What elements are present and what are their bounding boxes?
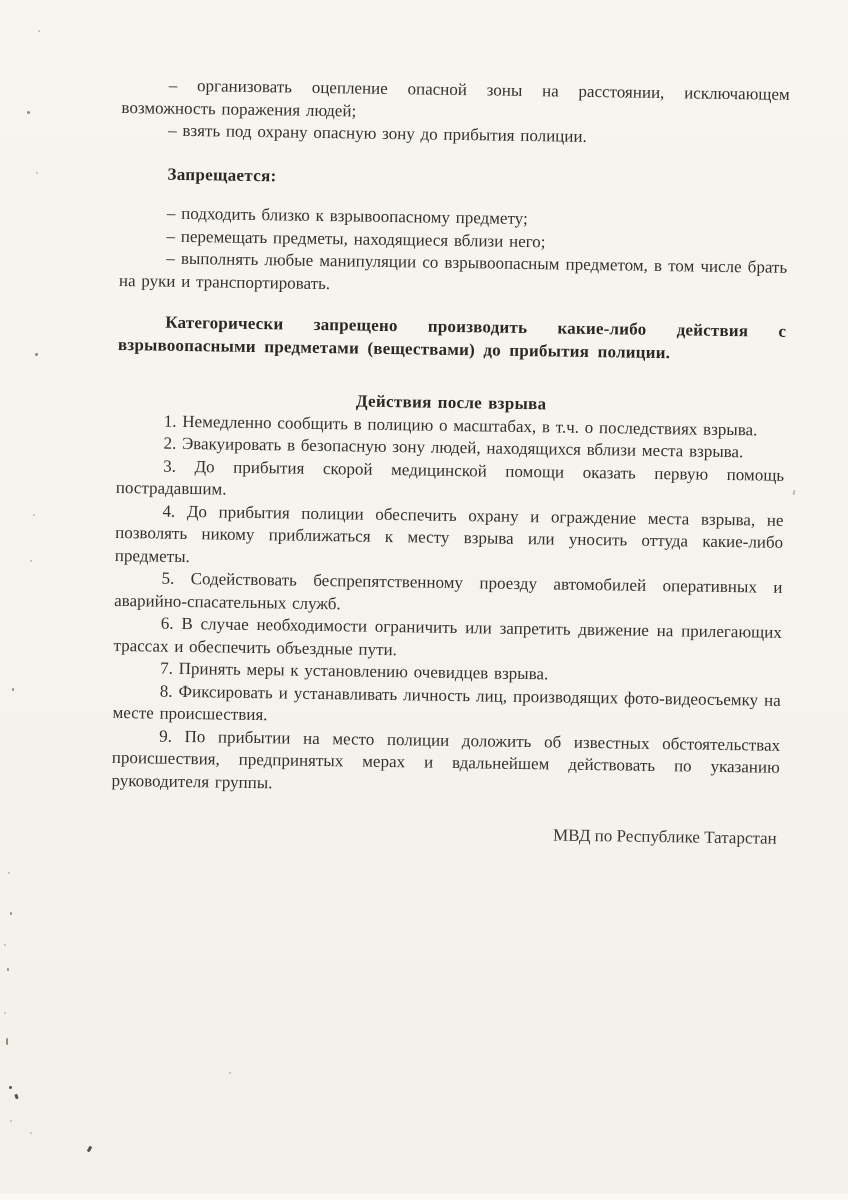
list-item: 4. До прибытия полиции обеспечить охрану и ограждение места взрыва, не позволять никому приближаться к месту взрыва или уносить оттуда какие-либо предметы. xyxy=(114,501,784,566)
prohibited-list xyxy=(119,202,788,302)
list-item: – выполнять любые манипуляции со взрывоопасным предметом, в том числе брать на руки и транспортировать. xyxy=(118,248,788,293)
scan-speck xyxy=(4,1012,6,1014)
scan-speck xyxy=(8,872,10,874)
numbered-list xyxy=(111,409,785,801)
list-item: – подходить близко к взрывоопасному предмету; xyxy=(166,203,528,229)
list-item: 3. До прибытия скорой медицинской помощи оказать первую помощь пострадавшим. xyxy=(115,456,785,499)
emphasis-paragraph: Категорически запрещено производить какие-либо действия с взрывоопасными предметами (веществами) до прибытия полиции. xyxy=(117,312,787,362)
scan-speck xyxy=(35,353,38,356)
scan-speck xyxy=(38,30,40,32)
scan-speck xyxy=(10,912,12,915)
scan-speck xyxy=(27,111,30,114)
list-item: 1. Немедленно сообщить в полицию о масштабах, в т.ч. о последствиях взрыва. xyxy=(163,411,758,439)
list-item: 7. Принять меры к установлению очевидцев взрыва. xyxy=(160,658,549,684)
scan-speck xyxy=(229,1072,231,1074)
scan-bottom-edge xyxy=(0,1194,848,1200)
scan-speck xyxy=(9,1086,12,1089)
scan-speck xyxy=(30,1132,32,1134)
list-item: 6. В случае необходимости ограничить или запретить движение на прилегающих трассах и обеспечить объездные пути. xyxy=(113,613,782,659)
scan-speck xyxy=(87,1146,93,1153)
intro-bullet: – взять под охрану опасную зону до прибытия полиции. xyxy=(168,120,587,146)
list-item: – перемещать предметы, находящиеся вблизи него; xyxy=(166,226,546,251)
document-content xyxy=(111,74,790,850)
signature-line: МВД по Республике Татарстан xyxy=(552,825,777,848)
list-item: 5. Содействовать беспрепятственному проезду автомобилей оперативных и аварийно-спасательных служб. xyxy=(114,568,783,613)
scan-speck xyxy=(7,968,9,971)
scan-speck xyxy=(14,1094,19,1100)
list-item: 8. Фиксировать и устанавливать личность лиц, производящих фото-видеосъемку на месте происшествия. xyxy=(112,681,781,725)
scan-speck xyxy=(33,514,35,516)
scan-speck xyxy=(6,1038,8,1045)
scan-speck xyxy=(36,172,38,174)
scan-speck xyxy=(4,944,6,946)
scan-speck xyxy=(12,688,14,691)
scan-speck xyxy=(793,490,796,495)
intro-bullet: – организовать оцепление опасной зоны на расстоянии, исключающем возможность поражения людей; xyxy=(121,75,790,120)
scan-speck xyxy=(10,1120,12,1122)
prohibited-heading: Запрещается: xyxy=(167,164,277,185)
scan-speck xyxy=(30,560,32,562)
list-item: 2. Эвакуировать в безопасную зону людей, находящихся вблизи места взрыва. xyxy=(163,433,744,462)
section-heading: Действия после взрыва xyxy=(355,391,547,414)
list-item: 9. По прибытии на место полиции доложить об известных обстоятельствах происшествия, предпринятых мерах и вдальнейшем действовать по указанию руководителя группы. xyxy=(111,726,781,792)
